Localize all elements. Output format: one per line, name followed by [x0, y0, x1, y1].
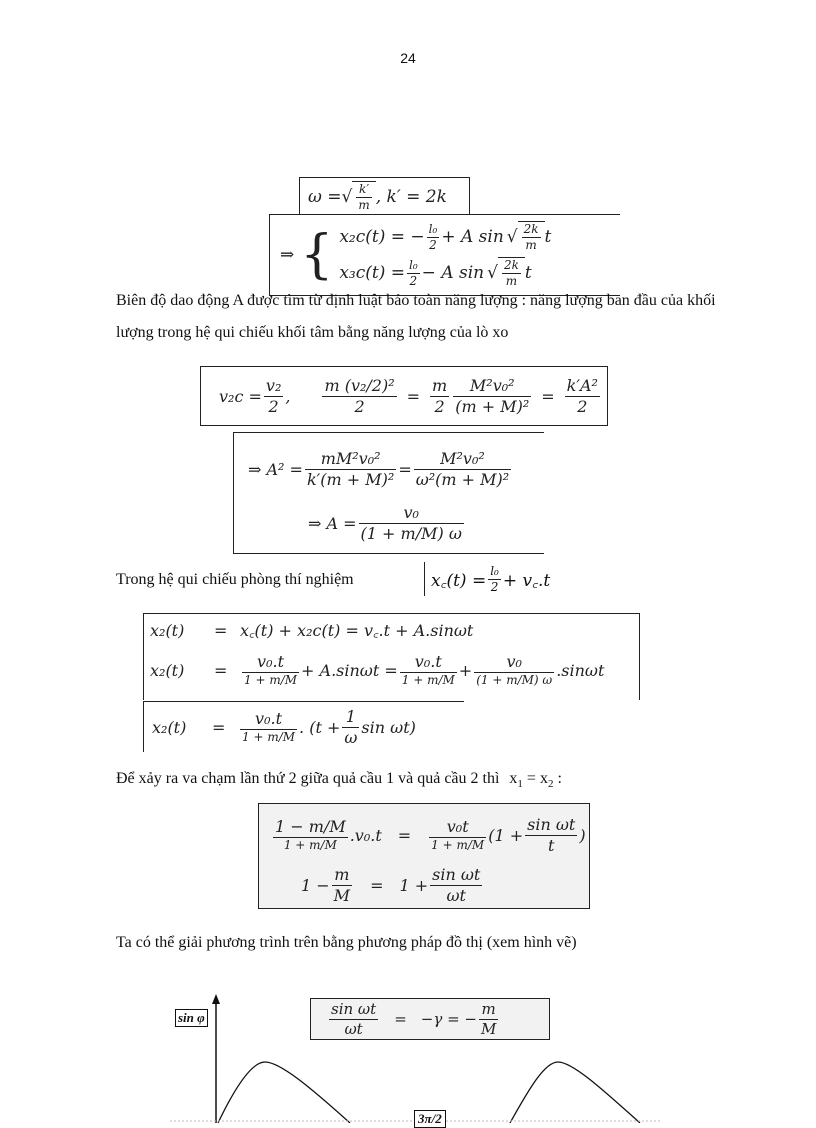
e4-den: 2 [577, 396, 588, 416]
x2s-f-num: v₀.t [240, 709, 297, 730]
x2-l2-f2-num: v₀.t [400, 652, 457, 673]
omega-sqrt-num: k′ [356, 182, 371, 198]
e4-num: k′A² [566, 375, 598, 395]
col-eq-1: = [397, 825, 412, 845]
col-close: ) [579, 825, 586, 845]
p3-x1-sub: 1 [517, 778, 523, 791]
paragraph-collision [116, 763, 746, 800]
col-eq-2: = [370, 875, 384, 895]
x2-l1-lhs: x₂(t) [150, 620, 185, 640]
x2-l1-rhs: x꜀(t) + x₂c(t) = v꜀.t + A.sinωt [240, 621, 474, 640]
x3c-sqrt-num: 2k [503, 258, 519, 272]
x2-l1-eq: = [214, 620, 228, 640]
x2s-f2-num: 1 [342, 707, 359, 728]
x2-l2-eq: = [214, 660, 228, 680]
amp-f3-num: v₀ [359, 503, 464, 524]
p3-x2: x [539, 770, 548, 787]
xc-den: 2 [490, 579, 499, 594]
x2s-mid: . (t + [299, 717, 341, 737]
p3-eq: = [522, 770, 540, 787]
omega-sqrt-den: m [358, 198, 370, 212]
xc-num: l₀ [490, 563, 499, 578]
col-l2-lhs: 1 − [301, 875, 330, 895]
e3-den: (m + M)² [455, 396, 530, 416]
e2-den: 2 [434, 396, 445, 416]
p3-x2-sub: 2 [547, 778, 554, 791]
equation-xc [424, 562, 550, 596]
x2c-mid: + A sin [441, 227, 504, 247]
col-l2-f2-num: sin ωt [432, 864, 481, 884]
energy-sep: , [285, 386, 291, 406]
equation-energy [200, 366, 608, 426]
tick-label-3pi-2: 3π/2 [414, 1110, 446, 1128]
x2-l2-mid: + A.sinωt = [301, 660, 398, 680]
sine-curve-right [510, 1062, 640, 1123]
paragraph-lab-frame: Trong hệ qui chiếu phòng thí nghiệm [116, 571, 354, 588]
col-f3-den: t [548, 835, 555, 855]
x-system-arrow: ⇒ [280, 245, 295, 265]
equation-amplitude [233, 432, 544, 554]
paragraph-energy: Biên độ dao động A được tìm từ định luật bảo toàn năng lượng : năng lượng ban đầu của khối lượng trong hệ qui chiếu khối tâm bằng năng lượng của lò xo [116, 292, 716, 341]
x2c-lhs: x₂c(t) = − [339, 227, 425, 247]
graph-f1-num: sin ωt [331, 999, 377, 1018]
xc-lhs: x꜀(t) = [431, 570, 487, 591]
p3-after: : [553, 770, 562, 787]
amp-f2-num: M²v₀² [414, 449, 512, 470]
col-l2-f1-den: M [333, 885, 351, 905]
x2s-lhs: x₂(t) [152, 717, 187, 737]
page-number: 24 [400, 50, 416, 66]
x2c-sqrt-num: 2k [523, 222, 539, 236]
e3-num: M²v₀² [453, 376, 531, 397]
equation-x-system: ⇒ { x₂c(t) = − $\frac{\text{l₀}}{2}$ + A sin √ $\frac{2k}{m}$ t x₃c(t) = $\frac{\text{l₀}}{2}$ − A sin √ $\frac{2k}{m}$ t [269, 214, 620, 296]
energy-eq-2: = [541, 386, 555, 406]
x2s-end: sin ωt) [361, 717, 416, 737]
col-f3-num: sin ωt [527, 814, 576, 834]
amplitude-lhs: ⇒ A² = [248, 459, 303, 479]
col-mid: .v₀.t [349, 825, 382, 845]
brace-icon: { [300, 225, 334, 285]
x3c-lhs: x₃c(t) = [339, 263, 406, 283]
omega-lhs: ω = [308, 187, 342, 207]
equation-omega: ω = √ $\frac{k'}{m}$ , k′ = 2k [299, 177, 470, 216]
y-axis-arrow-icon [212, 994, 220, 1004]
y-axis-label: sin φ [175, 1009, 208, 1027]
omega-rhs: , k′ = 2k [375, 187, 447, 207]
col-f2-den: 1 + m/M [431, 838, 485, 852]
x3c-mid: − A sin [421, 263, 485, 283]
graph-f2-den: M [480, 1019, 497, 1038]
e2-num: m [432, 375, 448, 395]
x2c-sqrt-den: m [525, 238, 537, 252]
x3c-frac-den: 2 [409, 273, 418, 288]
x3c-t: t [524, 263, 532, 283]
xc-rhs: + v꜀.t [502, 570, 551, 591]
v2c-den: 2 [268, 396, 279, 416]
sine-curve-left [218, 1062, 350, 1123]
col-paren: (1 + [488, 825, 524, 845]
x2-l2-f3-den: (1 + m/M) ω [476, 673, 553, 687]
amplitude-a-lhs: ⇒ A = [308, 513, 357, 533]
amp-f1-den: k′(m + M)² [306, 469, 395, 489]
v2c-num: v₂ [265, 375, 282, 395]
graph-f2-num: m [479, 1000, 498, 1020]
graph-mid: −γ = − [420, 1010, 477, 1028]
x2-l2-f1-den: 1 + m/M [244, 673, 298, 687]
equation-collision [258, 803, 590, 909]
x3c-frac-num: l₀ [409, 257, 418, 272]
x2s-f2-den: ω [344, 727, 358, 747]
x2c-t: t [544, 227, 552, 247]
graph-eq: = [394, 1010, 407, 1028]
x2-l2-f1-num: v₀.t [242, 652, 299, 673]
x2c-frac-den: 2 [429, 237, 437, 252]
p3-x1: x [509, 770, 518, 787]
x2-l2-f2-den: 1 + m/M [401, 673, 455, 687]
x2s-f-den: 1 + m/M [242, 730, 296, 744]
paragraph-graphical: Ta có thể giải phương trình trên bằng phương pháp đồ thị (xem hình vẽ) [116, 934, 577, 951]
col-l2-f2-den: ωt [446, 885, 466, 905]
amp-eq: = [398, 459, 412, 479]
e1-num: m (v₂/2)² [324, 375, 395, 395]
equation-graph [310, 998, 550, 1040]
p3-text: Để xảy ra va chạm lần thứ 2 giữa quả cầu 1 và quả cầu 2 thì [116, 770, 500, 787]
amp-f1-num: mM²v₀² [305, 449, 396, 470]
x2-l2-plus: + [458, 660, 473, 680]
col-l2-rhs: 1 + [399, 875, 429, 895]
energy-eq-1: = [406, 386, 421, 406]
x2c-frac-num: l₀ [428, 221, 438, 236]
col-f1-num: 1 − m/M [275, 817, 346, 836]
x2-l2-lhs: x₂(t) [150, 660, 185, 680]
equation-x2-simple [143, 701, 464, 752]
x2-l2-f3-num: v₀ [474, 652, 554, 673]
figure-graph [170, 992, 660, 1126]
amp-f2-den: ω²(m + M)² [415, 469, 510, 489]
graph-f1-den: ωt [344, 1019, 363, 1038]
x2s-eq: = [212, 717, 226, 737]
amp-f3-den: (1 + m/M) ω [360, 523, 462, 543]
equation-x2-block [143, 613, 640, 700]
col-f1-den: 1 + m/M [283, 838, 337, 852]
e1-den: 2 [354, 396, 365, 416]
v2c-lhs: v₂c = [219, 386, 262, 406]
col-f2-num: v₀t [429, 817, 486, 838]
col-l2-f1-num: m [332, 865, 352, 886]
x3c-sqrt-den: m [505, 274, 518, 288]
x2-l2-end: .sinωt [556, 660, 605, 680]
